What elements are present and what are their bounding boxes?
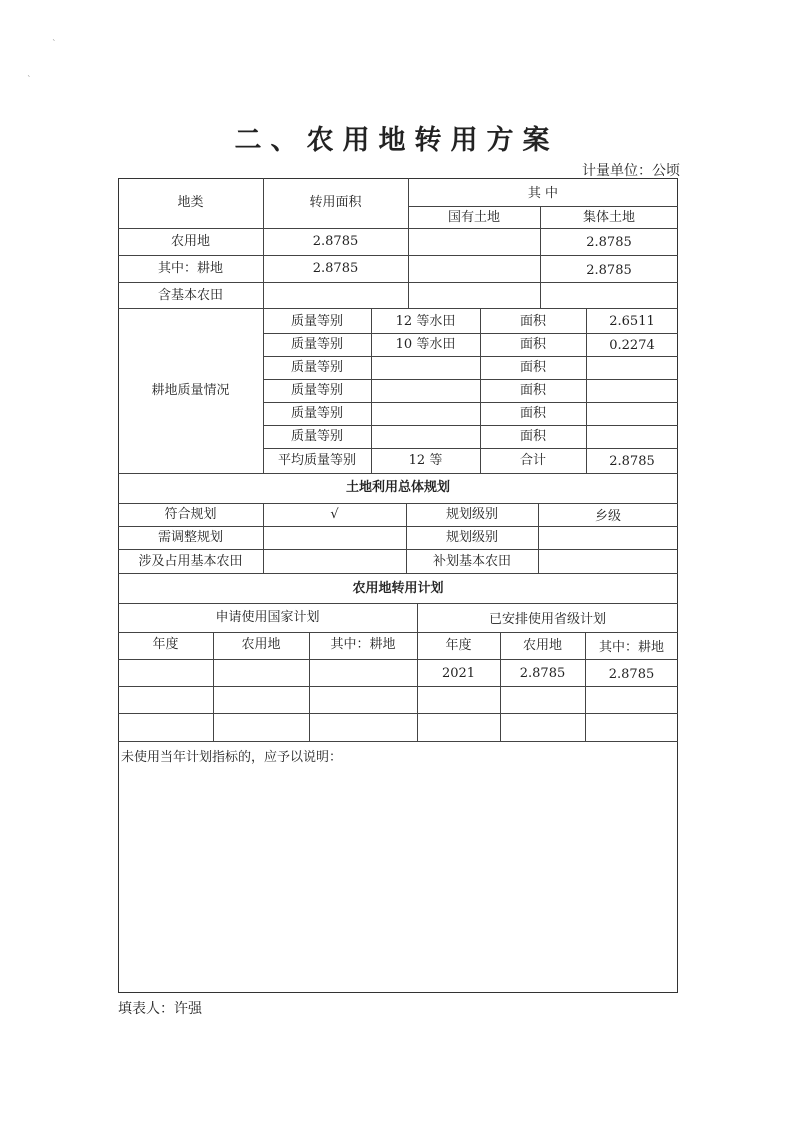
row-area: 2.8785 (312, 234, 359, 249)
planning-label2: 规划级别 (445, 507, 498, 522)
row-collective: 2.8785 (586, 235, 632, 250)
plan-cell: 2021 (441, 666, 476, 681)
column-header: 农用地 (522, 638, 562, 653)
explanation-note: 未使用当年计划指标的，应予以说明： (121, 750, 343, 765)
quality-section-label: 耕地质量情况 (151, 383, 230, 398)
quality-area: 2.6511 (609, 314, 655, 329)
quality-area-label: 面积 (519, 406, 546, 421)
header-converted-area: 转用面积 (309, 195, 362, 210)
conversion-plan-title: 农用地转用计划 (352, 581, 444, 596)
total-area: 2.8785 (609, 454, 655, 469)
quality-area-label: 面积 (519, 429, 546, 444)
quality-area-label: 面积 (519, 314, 546, 329)
planning-value2: 乡级 (594, 509, 621, 524)
unit-label: 计量单位：公顷 (582, 163, 680, 179)
planning-label: 符合规划 (164, 507, 217, 522)
column-header: 其中：耕地 (330, 637, 396, 652)
column-header: 农用地 (241, 637, 281, 652)
column-header: 年度 (152, 637, 179, 652)
quality-grade-label: 质量等别 (290, 360, 343, 375)
quality-grade-label: 质量等别 (290, 429, 343, 444)
planning-value: √ (330, 507, 339, 522)
row-label: 其中：耕地 (157, 261, 223, 276)
scan-mark: ˋ (27, 76, 32, 86)
average-grade: 12 等 (408, 453, 443, 468)
total-label: 合计 (519, 453, 546, 468)
header-land-type: 地类 (177, 195, 204, 210)
page-title: 二、农用地转用方案 (234, 125, 559, 156)
planning-label2: 补划基本农田 (432, 554, 511, 569)
scan-mark: ˋ (52, 40, 57, 50)
quality-grade: 12 等水田 (395, 314, 456, 329)
row-label: 含基本农田 (157, 288, 223, 303)
quality-grade-label: 质量等别 (290, 337, 343, 352)
national-plan-label: 申请使用国家计划 (215, 610, 320, 625)
quality-grade-label: 质量等别 (290, 383, 343, 398)
quality-area-label: 面积 (519, 337, 546, 352)
average-grade-label: 平均质量等别 (277, 453, 356, 468)
row-collective: 2.8785 (586, 263, 632, 278)
planning-section-title: 土地利用总体规划 (345, 480, 450, 495)
row-area: 2.8785 (312, 261, 359, 276)
planning-label2: 规划级别 (445, 530, 498, 545)
quality-grade-label: 质量等别 (290, 406, 343, 421)
column-header: 其中：耕地 (598, 640, 664, 655)
header-collective: 集体土地 (582, 210, 635, 225)
quality-area-label: 面积 (519, 383, 546, 398)
plan-cell: 2.8785 (519, 666, 566, 681)
form-filler: 填表人：许强 (118, 1001, 202, 1017)
row-label: 农用地 (170, 234, 210, 249)
quality-grade-label: 质量等别 (290, 314, 343, 329)
provincial-plan-label: 已安排使用省级计划 (488, 612, 606, 627)
quality-grade: 10 等水田 (395, 337, 456, 352)
header-of-which: 其 中 (527, 186, 559, 201)
quality-area-label: 面积 (519, 360, 546, 375)
quality-area: 0.2274 (609, 338, 655, 353)
planning-label: 需调整规划 (157, 530, 223, 545)
header-state-owned: 国有土地 (447, 210, 500, 225)
plan-cell: 2.8785 (608, 667, 655, 682)
planning-label: 涉及占用基本农田 (138, 554, 243, 569)
column-header: 年度 (445, 638, 472, 653)
